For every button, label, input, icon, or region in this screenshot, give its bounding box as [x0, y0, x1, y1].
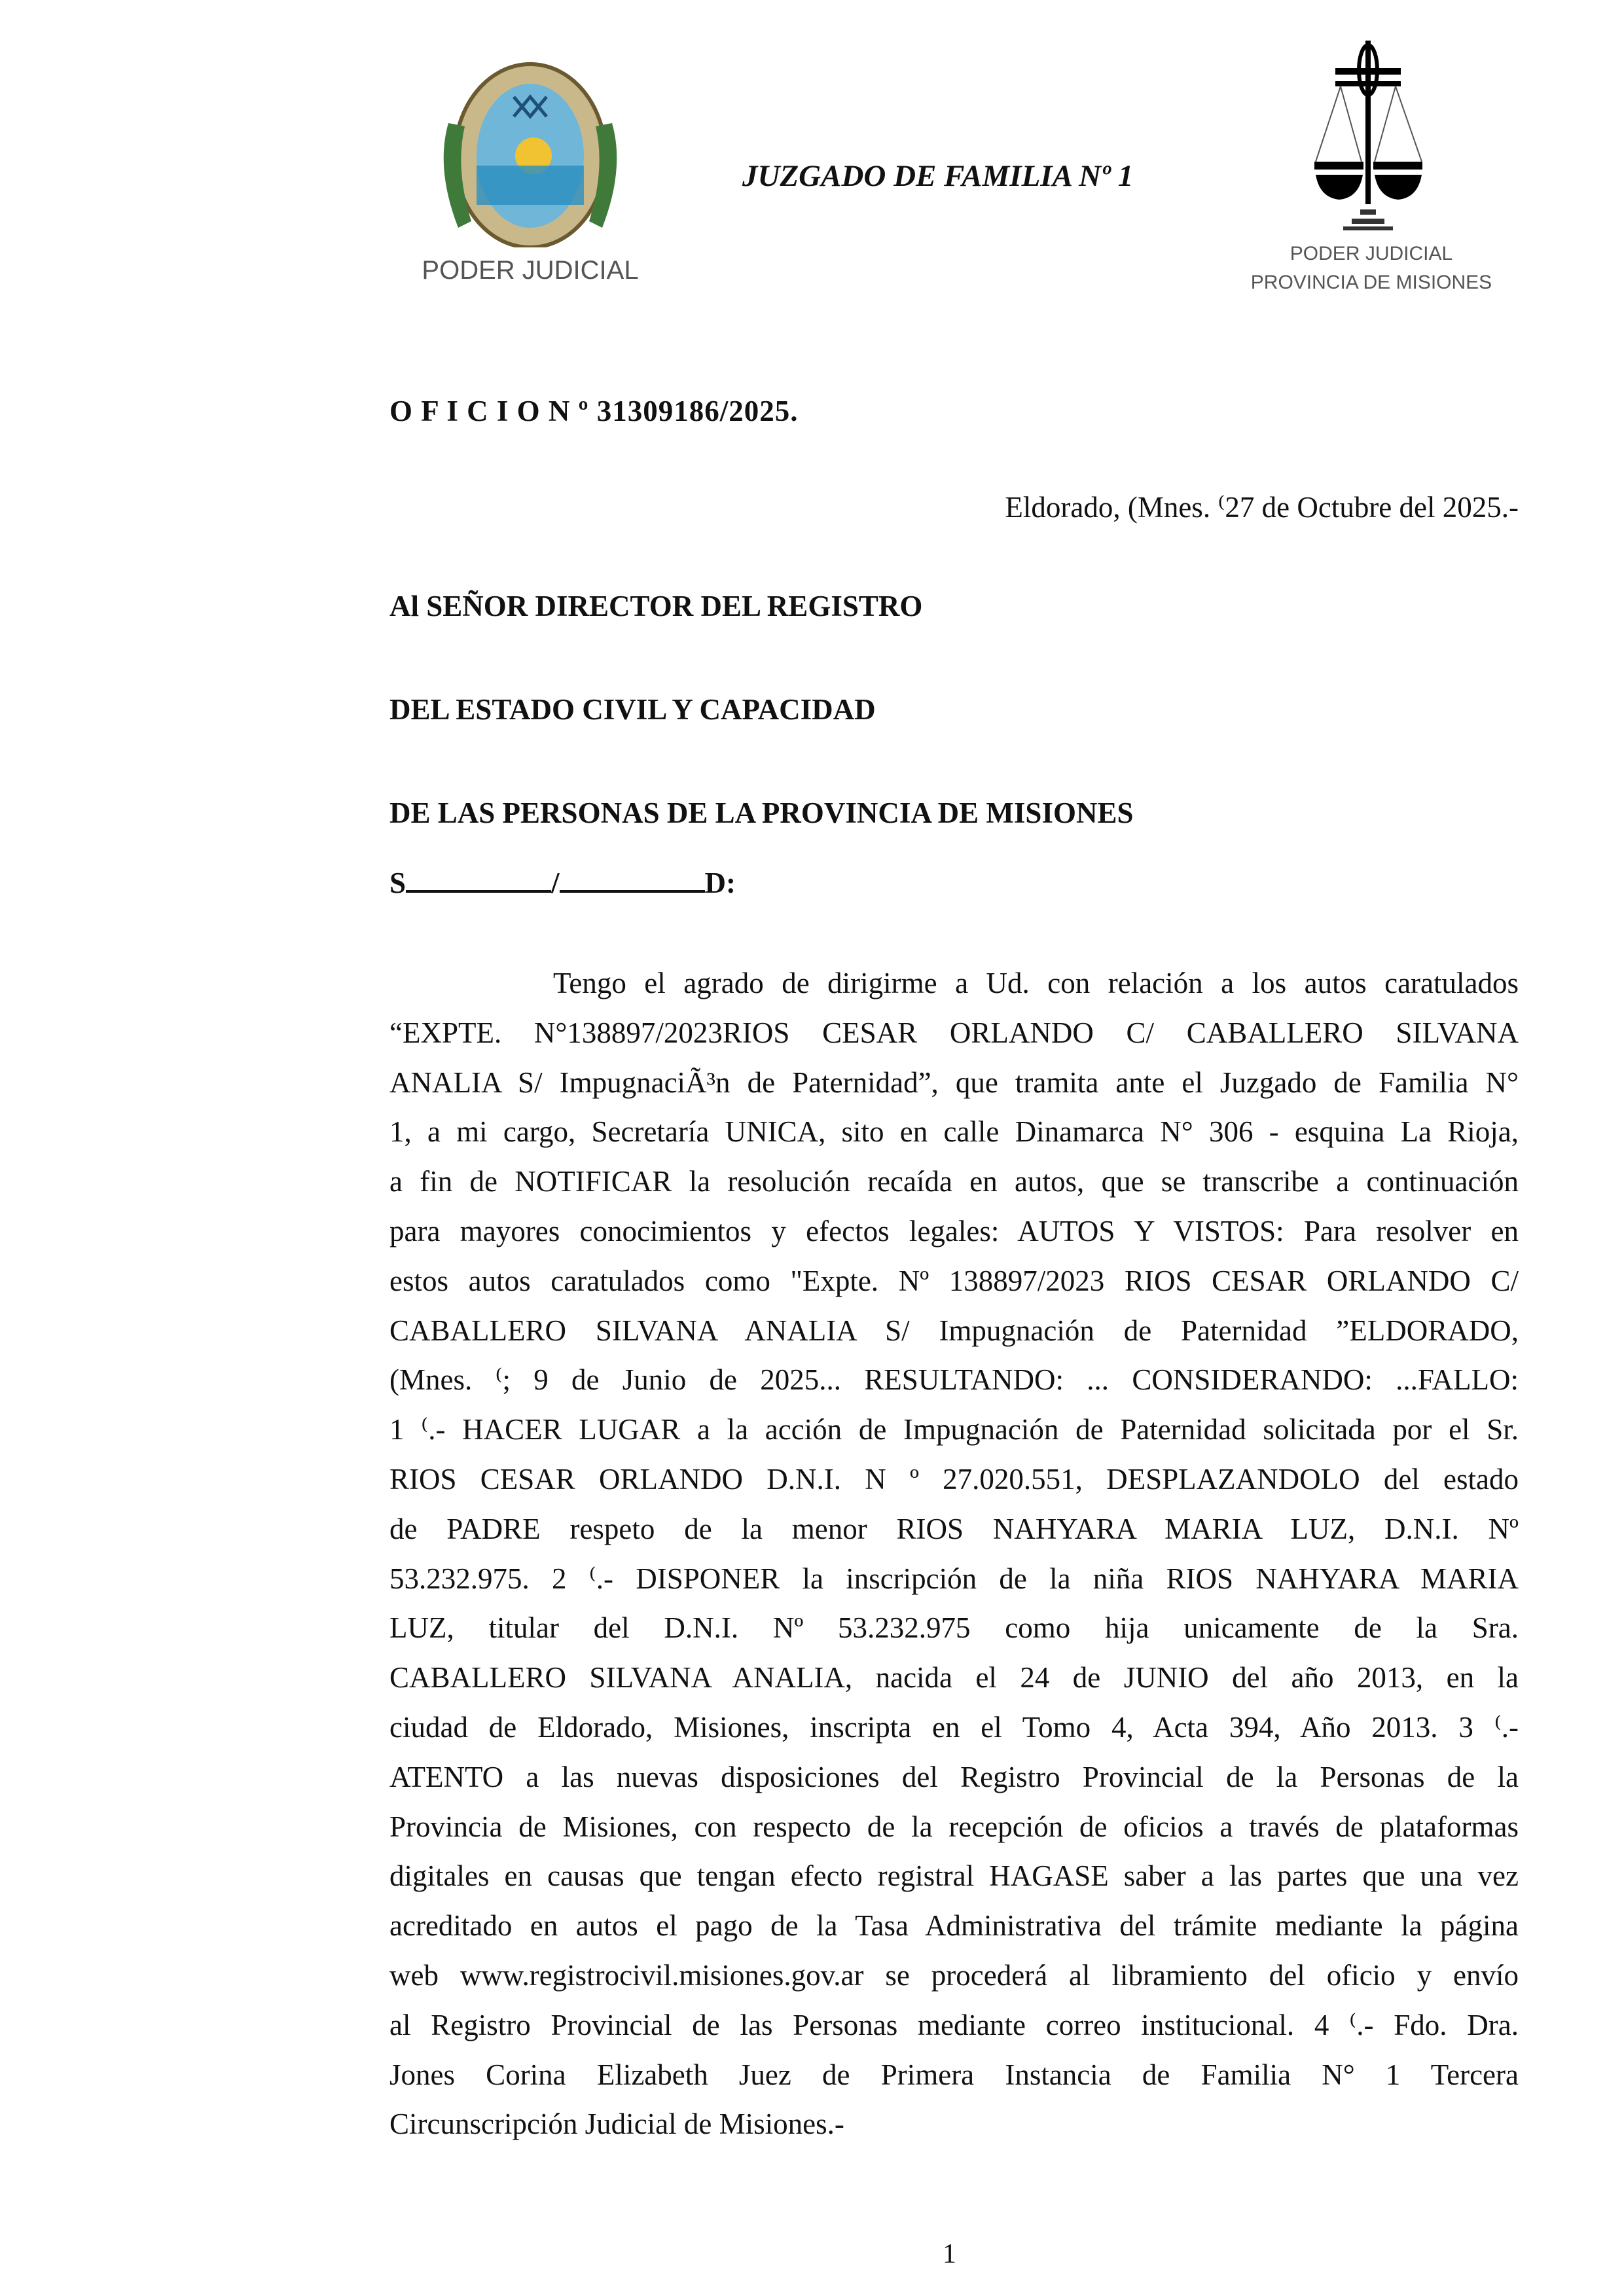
court-title: JUZGADO DE FAMILIA Nº 1 — [742, 159, 1134, 193]
sd-underline-1 — [406, 864, 551, 893]
scales-of-justice-icon — [1237, 41, 1506, 230]
body-line: CABALLERO SILVANA ANALIA S/ Impugnación de Paternidad ”ELDORADO, — [389, 1314, 1519, 1347]
body-line: ATENTO a las nuevas disposiciones del Registro Provincial de la Personas de la — [389, 1760, 1519, 1793]
right-logo-caption-line1: PODER JUDICIAL — [1290, 243, 1453, 264]
oficio-number: O F I C I O N º 31309186/2025. — [389, 395, 799, 427]
provincial-seal-icon — [409, 58, 651, 247]
body-line: acreditado en autos el pago de la Tasa Administrativa del trámite mediante la página — [389, 1909, 1519, 1943]
body-line: estos autos caratulados como "Expte. Nº 138897/2023 RIOS CESAR ORLANDO C/ — [389, 1264, 1519, 1297]
sd-underline-2 — [560, 864, 705, 893]
body-line: CABALLERO SILVANA ANALIA, nacida el 24 de JUNIO del año 2013, en la — [389, 1661, 1519, 1695]
sd-slash: / — [551, 867, 560, 899]
poder-judicial-misiones-seal-logo — [409, 58, 651, 283]
body-line: de PADRE respeto de la menor RIOS NAHYARA MARIA LUZ, D.N.I. Nº — [389, 1512, 1519, 1545]
body-line: Circunscripción Judicial de Misiones.- — [389, 2108, 844, 2141]
su-despacho-line — [389, 864, 736, 900]
left-logo-caption: PODER JUDICIAL — [422, 256, 639, 285]
right-logo-caption-line2: PROVINCIA DE MISIONES — [1250, 272, 1492, 293]
body-line: al Registro Provincial de las Personas mediante correo institucional. 4 ⁽.- Fdo. Dra. — [389, 2008, 1519, 2041]
sd-d: D: — [704, 867, 736, 899]
poder-judicial-scales-logo — [1237, 41, 1506, 293]
body-line: ANALIA S/ ImpugnaciÃ³n de Paternidad”, que tramita ante el Juzgado de Familia N° — [389, 1066, 1519, 1099]
addressee-line-2: DEL ESTADO CIVIL Y CAPACIDAD — [389, 693, 876, 726]
body-line: ciudad de Eldorado, Misiones, inscripta en el Tomo 4, Acta 394, Año 2013. 3 ⁽.- — [389, 1710, 1519, 1744]
body-line: RIOS CESAR ORLANDO D.N.I. N º 27.020.551, DESPLAZANDOLO del estado — [389, 1462, 1519, 1496]
body-line: “EXPTE. N°138897/2023RIOS CESAR ORLANDO C/ CABALLERO SILVANA — [389, 1016, 1519, 1049]
place-and-date: Eldorado, (Mnes. ⁽27 de Octubre del 2025.- — [1005, 491, 1519, 524]
body-line: 53.232.975. 2 ⁽.- DISPONER la inscripción de la niña RIOS NAHYARA MARIA — [389, 1562, 1519, 1595]
addressee-line-3: DE LAS PERSONAS DE LA PROVINCIA DE MISIONES — [389, 797, 1134, 829]
sd-s: S — [389, 867, 406, 899]
body-line: 1, a mi cargo, Secretaría UNICA, sito en calle Dinamarca N° 306 - esquina La Rioja, — [389, 1115, 1519, 1149]
body-line: Jones Corina Elizabeth Juez de Primera Instancia de Familia N° 1 Tercera — [389, 2058, 1519, 2091]
addressee-line-1: Al SEÑOR DIRECTOR DEL REGISTRO — [389, 590, 923, 622]
body-paragraph — [389, 959, 1519, 2149]
body-line: Provincia de Misiones, con respecto de la recepción de oficios a través de plataformas — [389, 1810, 1519, 1843]
body-line: a fin de NOTIFICAR la resolución recaída en autos, que se transcribe a continuación — [389, 1165, 1519, 1198]
body-line: digitales en causas que tengan efecto registral HAGASE saber a las partes que una vez — [389, 1859, 1519, 1893]
body-line: web www.registrocivil.misiones.gov.ar se procederá al libramiento del oficio y envío — [389, 1958, 1519, 1992]
body-line: LUZ, titular del D.N.I. Nº 53.232.975 como hija unicamente de la Sra. — [389, 1611, 1519, 1645]
body-line: (Mnes. ⁽; 9 de Junio de 2025... RESULTANDO: ... CONSIDERANDO: ...FALLO: — [389, 1363, 1519, 1397]
body-line: 1 ⁽.- HACER LUGAR a la acción de Impugnación de Paternidad solicitada por el Sr. — [389, 1413, 1519, 1446]
body-line: para mayores conocimientos y efectos legales: AUTOS Y VISTOS: Para resolver en — [389, 1214, 1519, 1247]
page-number: 1 — [943, 2239, 956, 2269]
body-line: Tengo el agrado de dirigirme a Ud. con relación a los autos caratulados — [553, 967, 1519, 999]
